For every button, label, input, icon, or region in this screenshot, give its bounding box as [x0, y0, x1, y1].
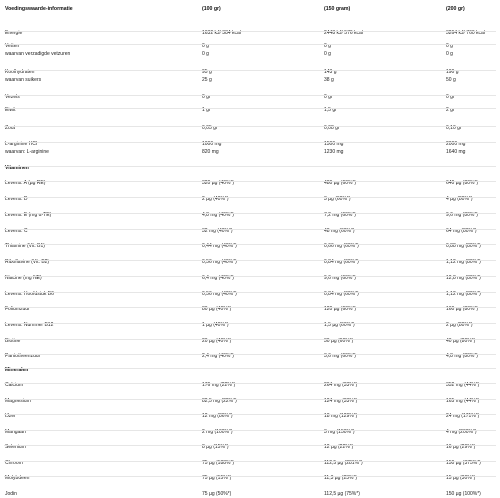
- value-line: 0 g: [324, 43, 331, 49]
- value-line: 0,56 mg (40%*): [202, 291, 237, 297]
- label-line: Levens. Hoofdstuk B6: [5, 291, 54, 297]
- value-line: 9,6 mg (80%*): [446, 212, 478, 218]
- value-line: 0,66 mg (60%*): [324, 243, 359, 249]
- value-line: 150 µg (375%*): [446, 460, 481, 466]
- value-cell: [202, 179, 234, 187]
- row-label: [5, 93, 20, 101]
- value-line: 352 mg (44%*): [446, 382, 480, 388]
- value-line: 0,84 mg (60%*): [324, 259, 359, 265]
- value-line: 0 gr: [202, 94, 211, 100]
- row-label: [5, 106, 16, 114]
- value-line: 3 µg (60%*): [324, 196, 351, 202]
- value-line: 4,8 mg (40%*): [202, 212, 234, 218]
- value-cell: [202, 195, 229, 203]
- row-label: [5, 397, 31, 405]
- value-cell: [202, 211, 234, 219]
- value-cell: [324, 321, 355, 329]
- value-line: 112,5 µg (75%*): [324, 491, 360, 497]
- value-line: 120 µg (60%*): [324, 306, 357, 312]
- value-cell: [324, 242, 359, 250]
- value-line: 30 µg (60%*): [324, 338, 354, 344]
- value-cell: [324, 381, 357, 389]
- row-label: [5, 412, 16, 420]
- column-header: (100 gr): [202, 6, 221, 12]
- row-label: [5, 29, 22, 37]
- value-cell: [324, 258, 359, 266]
- row-label: [5, 459, 23, 467]
- value-cell: [446, 474, 475, 482]
- value-cell: [202, 29, 241, 37]
- value-line: 15 µg (30%*): [446, 475, 476, 481]
- value-cell: [446, 242, 481, 250]
- value-line: 0,44 mg (40%*): [202, 243, 237, 249]
- value-line: 95 g: [202, 69, 212, 75]
- value-line: 12 mg (86%*): [202, 413, 233, 419]
- value-cell: [324, 211, 356, 219]
- value-line: 1,12 mg (80%*): [446, 291, 481, 297]
- label-line: Koolhydraten: [5, 69, 35, 75]
- value-line: 190 g: [446, 69, 459, 75]
- value-cell: [202, 321, 229, 329]
- value-line: 0,08 gr: [324, 125, 340, 131]
- table-title: Voedingswaarde-informatie: [5, 6, 73, 12]
- label-line: Thiamine (Vit. B1): [5, 243, 45, 249]
- value-cell: [324, 227, 355, 235]
- value-cell: [202, 124, 218, 132]
- value-line: 24 mg (171%*): [446, 413, 480, 419]
- row-label: [5, 337, 20, 345]
- label-line: Chroom: [5, 460, 23, 466]
- value-line: 176 mg (22%*): [202, 382, 236, 388]
- value-cell: [446, 93, 455, 101]
- label-line: L-arginine HCl: [5, 141, 37, 147]
- label-line: Levens. E (mg α-TE): [5, 212, 52, 218]
- value-line: 50 g: [446, 77, 456, 83]
- value-line: 0,56 mg (40%*): [202, 259, 237, 265]
- row-label: [5, 366, 28, 374]
- value-line: 2000 mg: [446, 141, 466, 147]
- value-line: 2,4 mg (40%*): [202, 353, 234, 359]
- value-line: 1230 mg: [324, 149, 344, 155]
- value-cell: [202, 428, 233, 436]
- row-label: [5, 164, 29, 172]
- label-line: Molybdeen: [5, 475, 30, 481]
- value-line: 18 mg (129%*): [324, 413, 358, 419]
- value-line: 12,8 mg (80%*): [446, 275, 481, 281]
- value-cell: [202, 42, 209, 58]
- value-line: 1,5 µg (60%*): [324, 322, 355, 328]
- value-cell: [446, 459, 481, 467]
- value-line: 0 g: [324, 51, 331, 57]
- value-line: 40 µg (80%*): [446, 338, 476, 344]
- value-line: 48 mg (60%*): [324, 228, 355, 234]
- value-line: 320 µg (40%*): [202, 180, 235, 186]
- value-cell: [446, 290, 481, 298]
- value-cell: [324, 337, 353, 345]
- label-line: Vitaminen: [5, 165, 29, 171]
- value-line: 143 g: [324, 69, 337, 75]
- value-line: 2 µg (40%*): [202, 196, 229, 202]
- value-cell: [202, 397, 237, 405]
- value-line: 38 g: [324, 77, 334, 83]
- row-label: [5, 428, 26, 436]
- value-cell: [202, 106, 211, 114]
- value-cell: [446, 443, 475, 451]
- value-cell: [446, 68, 459, 84]
- value-line: 3 mg (150%*): [324, 429, 355, 435]
- row-label: [5, 42, 70, 58]
- value-line: 75 µg (15%*): [202, 475, 232, 481]
- value-line: 82,5 mg (22%*): [202, 398, 237, 404]
- value-line: 11,3 µg (23%*): [324, 475, 358, 481]
- value-cell: [202, 68, 212, 84]
- value-line: 7,2 mg (60%*): [324, 212, 356, 218]
- value-line: 3264 kJ/ 760 kcal: [446, 30, 485, 36]
- value-line: 124 mg (33%*): [324, 398, 358, 404]
- row-label: [5, 179, 45, 187]
- column-header: (150 gram): [324, 6, 351, 12]
- value-cell: [446, 274, 481, 282]
- row-label: [5, 381, 23, 389]
- value-line: 25 g: [202, 77, 212, 83]
- value-cell: [324, 459, 363, 467]
- value-cell: [446, 352, 478, 360]
- value-line: 75 µg (50%*): [202, 491, 232, 497]
- value-cell: [324, 443, 353, 451]
- value-line: 2 mg (100%*): [202, 429, 233, 435]
- value-line: 4 µg (80%*): [446, 196, 473, 202]
- value-cell: [324, 352, 356, 360]
- value-cell: [202, 93, 211, 101]
- value-cell: [324, 42, 331, 58]
- label-line: Jodin: [5, 491, 17, 497]
- row-label: [5, 195, 28, 203]
- value-cell: [446, 124, 462, 132]
- value-line: 0 g: [446, 51, 453, 57]
- value-cell: [202, 140, 221, 156]
- value-cell: [324, 397, 357, 405]
- value-line: 264 mg (33%*): [324, 382, 358, 388]
- value-cell: [324, 428, 355, 436]
- label-line: Niacine (mg NE): [5, 275, 42, 281]
- label-line: Riboflavine (Vit. B2): [5, 259, 50, 265]
- value-line: 9,6 mg (60%*): [324, 275, 356, 281]
- value-line: 20 µg (40%*): [202, 338, 232, 344]
- value-cell: [202, 459, 234, 467]
- label-line: Biotine: [5, 338, 21, 344]
- value-cell: [446, 397, 479, 405]
- label-line: waarvan suikers: [5, 77, 42, 83]
- label-line: Vetten: [5, 43, 20, 49]
- row-label: [5, 290, 54, 298]
- value-line: 1 gr: [202, 107, 211, 113]
- value-cell: [324, 305, 356, 313]
- label-line: Magnesium: [5, 398, 31, 404]
- value-line: 820 mg: [202, 149, 219, 155]
- value-cell: [202, 412, 233, 420]
- value-cell: [446, 29, 485, 37]
- value-cell: [446, 140, 465, 156]
- value-line: 75 µg (188%*): [202, 460, 235, 466]
- value-line: 480 µg (60%*): [324, 180, 357, 186]
- value-cell: [324, 195, 351, 203]
- row-label: [5, 258, 49, 266]
- value-line: 16 µg (29%*): [446, 444, 476, 450]
- row-label: [5, 321, 53, 329]
- column-header: (200 gr): [446, 6, 465, 12]
- value-cell: [202, 290, 237, 298]
- value-line: 2448 kJ/ 576 kcal: [324, 30, 363, 36]
- value-cell: [202, 227, 233, 235]
- value-cell: [446, 195, 473, 203]
- value-cell: [446, 428, 477, 436]
- label-line: Pantotheenzuur: [5, 353, 41, 359]
- value-cell: [202, 381, 235, 389]
- value-cell: [202, 242, 237, 250]
- label-line: Zout: [5, 125, 16, 131]
- value-line: 6,4 mg (40%*): [202, 275, 234, 281]
- row-label: [5, 68, 41, 84]
- value-cell: [446, 321, 473, 329]
- label-line: Energie: [5, 30, 23, 36]
- value-cell: [324, 412, 357, 420]
- row-label: [5, 352, 40, 360]
- value-line: 160 µg (80%*): [446, 306, 479, 312]
- label-line: Levens. Nummer B12: [5, 322, 54, 328]
- value-cell: [202, 258, 237, 266]
- value-cell: [324, 474, 357, 482]
- row-label: [5, 305, 30, 313]
- value-line: 8 µg (15%*): [202, 444, 229, 450]
- value-line: 2 gr: [446, 107, 455, 113]
- value-line: 0,05 gr: [202, 125, 218, 131]
- value-cell: [324, 274, 356, 282]
- value-line: 1,12 mg (80%*): [446, 259, 481, 265]
- row-label: [5, 124, 15, 132]
- row-label: [5, 443, 26, 451]
- row-label: [5, 140, 49, 156]
- value-cell: [324, 140, 343, 156]
- value-line: 150 µg (100%*): [446, 491, 481, 497]
- value-cell: [202, 474, 231, 482]
- row-label: [5, 227, 28, 235]
- value-cell: [202, 274, 234, 282]
- value-line: 2 µg (80%*): [446, 322, 473, 328]
- value-line: 0,88 mg (80%*): [446, 243, 481, 249]
- value-cell: [202, 337, 231, 345]
- value-cell: [446, 305, 478, 313]
- label-line: waarvan: L-arginine: [5, 149, 49, 155]
- value-line: 0 g: [202, 43, 209, 49]
- value-line: 0 g: [202, 51, 209, 57]
- value-line: 112,5 µg (281%*): [324, 460, 363, 466]
- value-line: 4,8 mg (80%*): [446, 353, 478, 359]
- label-line: Vezels: [5, 94, 20, 100]
- value-line: 0 g: [446, 43, 453, 49]
- value-line: 1640 mg: [446, 149, 466, 155]
- value-cell: [446, 258, 481, 266]
- value-cell: [202, 352, 234, 360]
- value-cell: [324, 179, 356, 187]
- value-line: 3,6 mg (60%*): [324, 353, 356, 359]
- value-line: 64 mg (80%*): [446, 228, 477, 234]
- value-line: 1500 mg: [324, 141, 344, 147]
- label-line: waarvan verzadigde vetzuren: [5, 51, 71, 57]
- label-line: Levens. C: [5, 228, 28, 234]
- value-line: 1000 mg: [202, 141, 222, 147]
- value-line: 80 µg (40%*): [202, 306, 232, 312]
- value-line: 1632 kJ/ 384 kcal: [202, 30, 241, 36]
- label-line: Calcium: [5, 382, 24, 388]
- row-label: [5, 474, 29, 482]
- label-line: Eiwit: [5, 107, 16, 113]
- value-line: 1 µg (40%*): [202, 322, 229, 328]
- value-line: 32 mg (40%*): [202, 228, 233, 234]
- label-line: Mineralen: [5, 367, 29, 373]
- value-line: 640 µg (80%*): [446, 180, 479, 186]
- label-line: Selenium: [5, 444, 26, 450]
- value-line: 1,5 gr: [324, 107, 337, 113]
- value-line: 12 µg (22%*): [324, 444, 354, 450]
- label-line: Levens. D: [5, 196, 28, 202]
- value-cell: [446, 179, 478, 187]
- value-line: 0 gr: [446, 94, 455, 100]
- value-cell: [324, 68, 337, 84]
- value-cell: [446, 106, 455, 114]
- value-cell: [202, 305, 231, 313]
- value-line: 0,10 gr: [446, 125, 462, 131]
- label-line: Mangaan: [5, 429, 26, 435]
- value-cell: [324, 124, 340, 132]
- label-line: Foliumzuur: [5, 306, 30, 312]
- row-label: [5, 274, 42, 282]
- label-line: Levens. A (µg RE): [5, 180, 46, 186]
- value-line: 165 mg (44%*): [446, 398, 480, 404]
- value-cell: [446, 337, 475, 345]
- value-cell: [324, 93, 333, 101]
- value-line: 0,84 mg (60%*): [324, 291, 359, 297]
- value-cell: [446, 211, 478, 219]
- value-cell: [324, 290, 359, 298]
- value-cell: [202, 443, 229, 451]
- value-cell: [446, 412, 479, 420]
- row-label: [5, 211, 51, 219]
- row-label: [5, 242, 45, 250]
- value-line: 0 gr: [324, 94, 333, 100]
- value-cell: [324, 106, 337, 114]
- label-line: IJzer: [5, 413, 16, 419]
- value-cell: [446, 227, 477, 235]
- value-cell: [446, 42, 453, 58]
- value-line: 4 mg (200%*): [446, 429, 477, 435]
- value-cell: [324, 29, 363, 37]
- value-cell: [446, 381, 479, 389]
